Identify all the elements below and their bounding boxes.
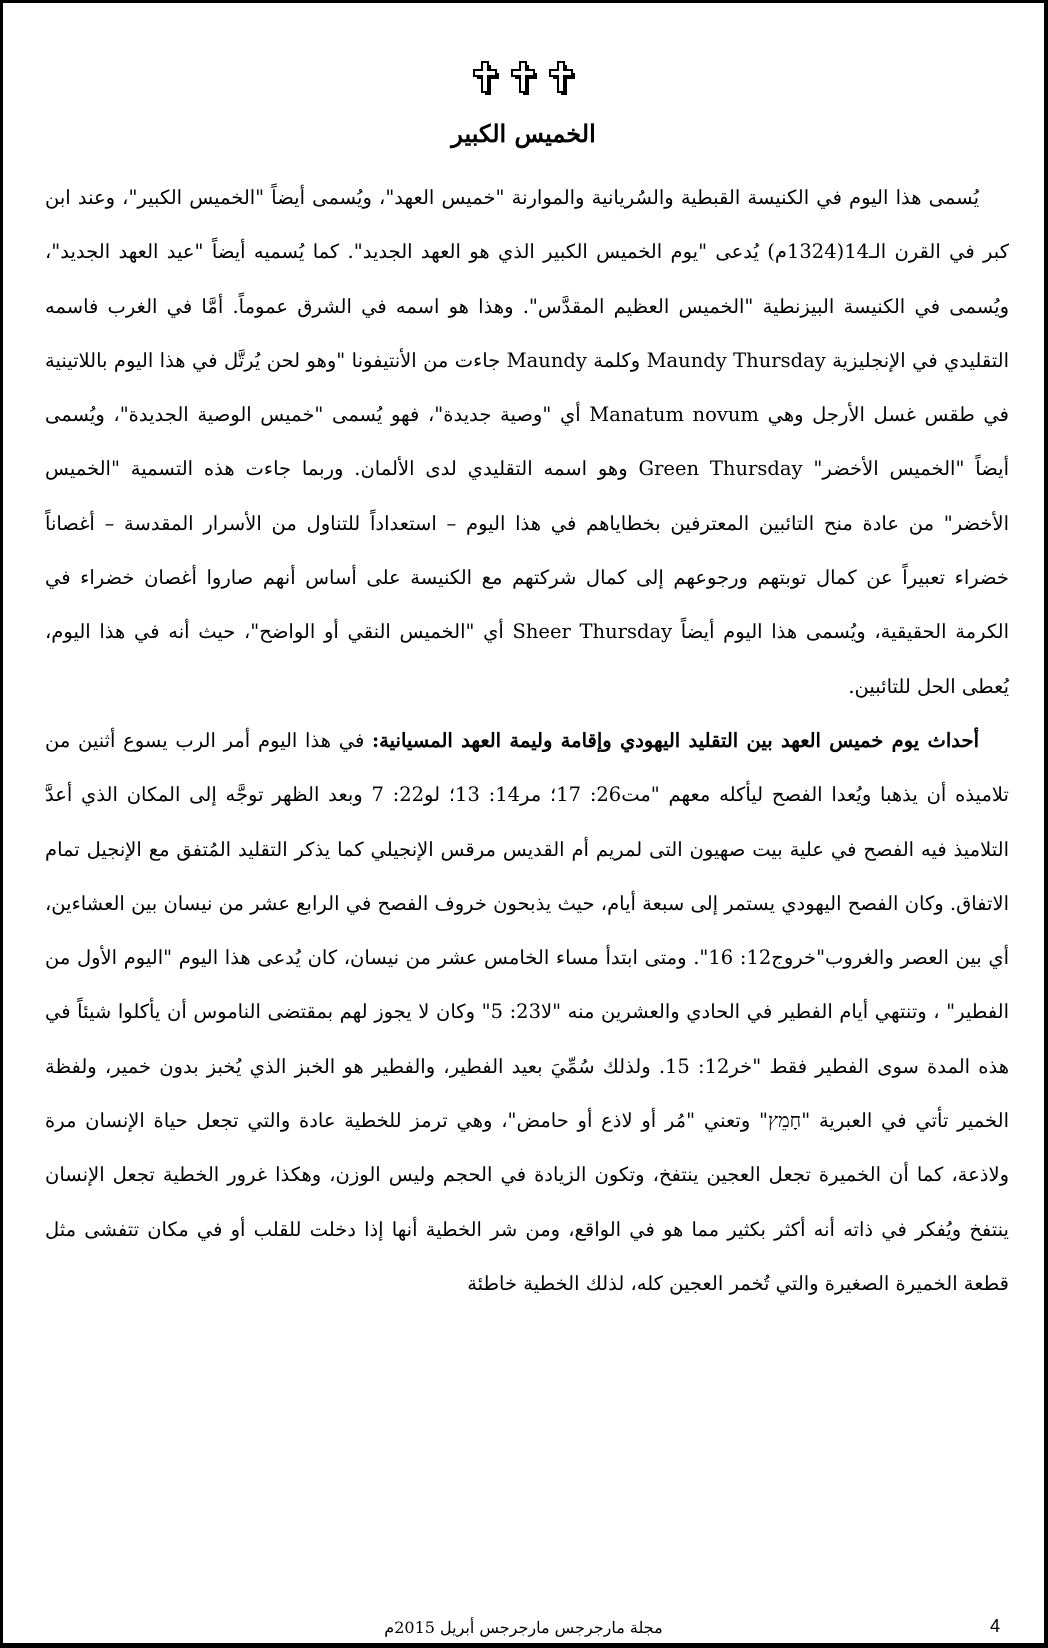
- page-number: 4: [989, 1616, 1000, 1636]
- section-heading: أحداث يوم خميس العهد بين التقليد اليهودي وإقامة وليمة العهد المسيانية:: [371, 728, 979, 752]
- cross-icon: [547, 61, 577, 97]
- paragraph-names: يُسمى هذا اليوم في الكنيسة القبطية والسُريانية والموارنة "خميس العهد"، ويُسمى أيضاً "الخميس الكبير"، وعند ابن كبر في القرن الـ14(1324م) يُدعى "يوم الخميس الكبير الذي هو العهد الجديد". كما يُسميه أيضاً "عيد العهد الجديد"، ويُسمى في الكنيسة البيزنطية "الخميس العظيم المقدَّس". وهذا هو اسمه في الشرق عموماً. أمَّا في الغرب فاسمه التقليدي في الإنجليزية Maundy Thursday وكلمة Maundy جاءت من الأنتيفونا "وهو لحن يُرتَّل في هذا اليوم باللاتينية في طقس غسل الأرجل وهي Manatum novum أي "وصية جديدة"، فهو يُسمى "خميس الوصية الجديدة"، ويُسمى أيضاً "الخميس الأخضر" Green Thursday وهو اسمه التقليدي لدى الألمان. وربما جاءت هذه التسمية "الخميس الأخضر" من عادة منح التائبين المعترفين بخطاياهم في هذا اليوم – استعداداً للتناول من الأسرار المقدسة – أغصاناً خضراء تعبيراً عن كمال توبتهم ورجوعهم إلى كمال شركتهم مع الكنيسة على أساس أنهم صاروا أغصان خضراء في الكرمة الحقيقية، ويُسمى هذا اليوم أيضاً Sheer Thursday أي "الخميس النقي أو الواضح"، حيث أنه في هذا اليوم، يُعطى الحل للتائبين.: [45, 186, 1009, 698]
- magazine-title: مجلة مارجرجس مارجرجس أبريل 2015م: [384, 1618, 663, 1637]
- paragraph-events: [45, 714, 1009, 1311]
- cross-ornament: [3, 61, 1044, 97]
- page-title: الخميس الكبير: [451, 119, 596, 148]
- paragraph-events-text: في هذا اليوم أمر الرب يسوع أثنين من تلاميذه أن يذهبا ويُعدا الفصح ليأكله معهم "مت26: 17؛ مر14: 13؛ لو22: 7 وبعد الظهر توجَّه إلى المكان الذي أعدَّ التلاميذ فيه الفصح في علية بيت صهيون التى لمريم أم القديس مرقس الإنجيلي كما يذكر التقليد المُتفق مع الإنجيل تمام الاتفاق. وكان الفصح اليهودي يستمر إلى سبعة أيام، حيث يذبحون خروف الفصح في الرابع عشر من نيسان بين العشاءين، أي بين العصر والغروب"خروج12: 16". ومتى ابتدأ مساء الخامس عشر من نيسان، كان يُدعى هذا اليوم "اليوم الأول من الفطير" ، وتنتهي أيام الفطير في الحادي والعشرين منه "لا23: 5" وكان لا يجوز لهم بمقتضى الناموس أن يأكلوا شيئاً في هذه المدة سوى الفطير فقط "خر12: 15. ولذلك سُمِّيَ بعيد الفطير، والفطير هو الخبز الذي يُخبز بدون خمير، ولفظة الخمير تأتي في العبرية "חָמֵץ" وتعني "مُر أو لاذع أو حامض"، وهي ترمز للخطية عادة والتي تجعل حياة الإنسان مرة ولاذعة، كما أن الخميرة تجعل العجين ينتفخ، وتكون الزيادة في الحجم وليس الوزن، وهكذا غرور الخطية تجعل الإنسان ينتفخ ويُفكر في ذاته أنه أكثر بكثير مما هو في الواقع، ومن شر الخطية أنها إذا دخلت للقلب أو في مكان تتفشى مثل قطعة الخميرة الصغيرة والتي تُخمر العجين كله، لذلك الخطية خاطئة: [45, 728, 1009, 1295]
- article-body: [45, 171, 1009, 1311]
- cross-icon: [509, 61, 539, 97]
- cross-icon: [471, 61, 501, 97]
- page-footer: [3, 1618, 1044, 1648]
